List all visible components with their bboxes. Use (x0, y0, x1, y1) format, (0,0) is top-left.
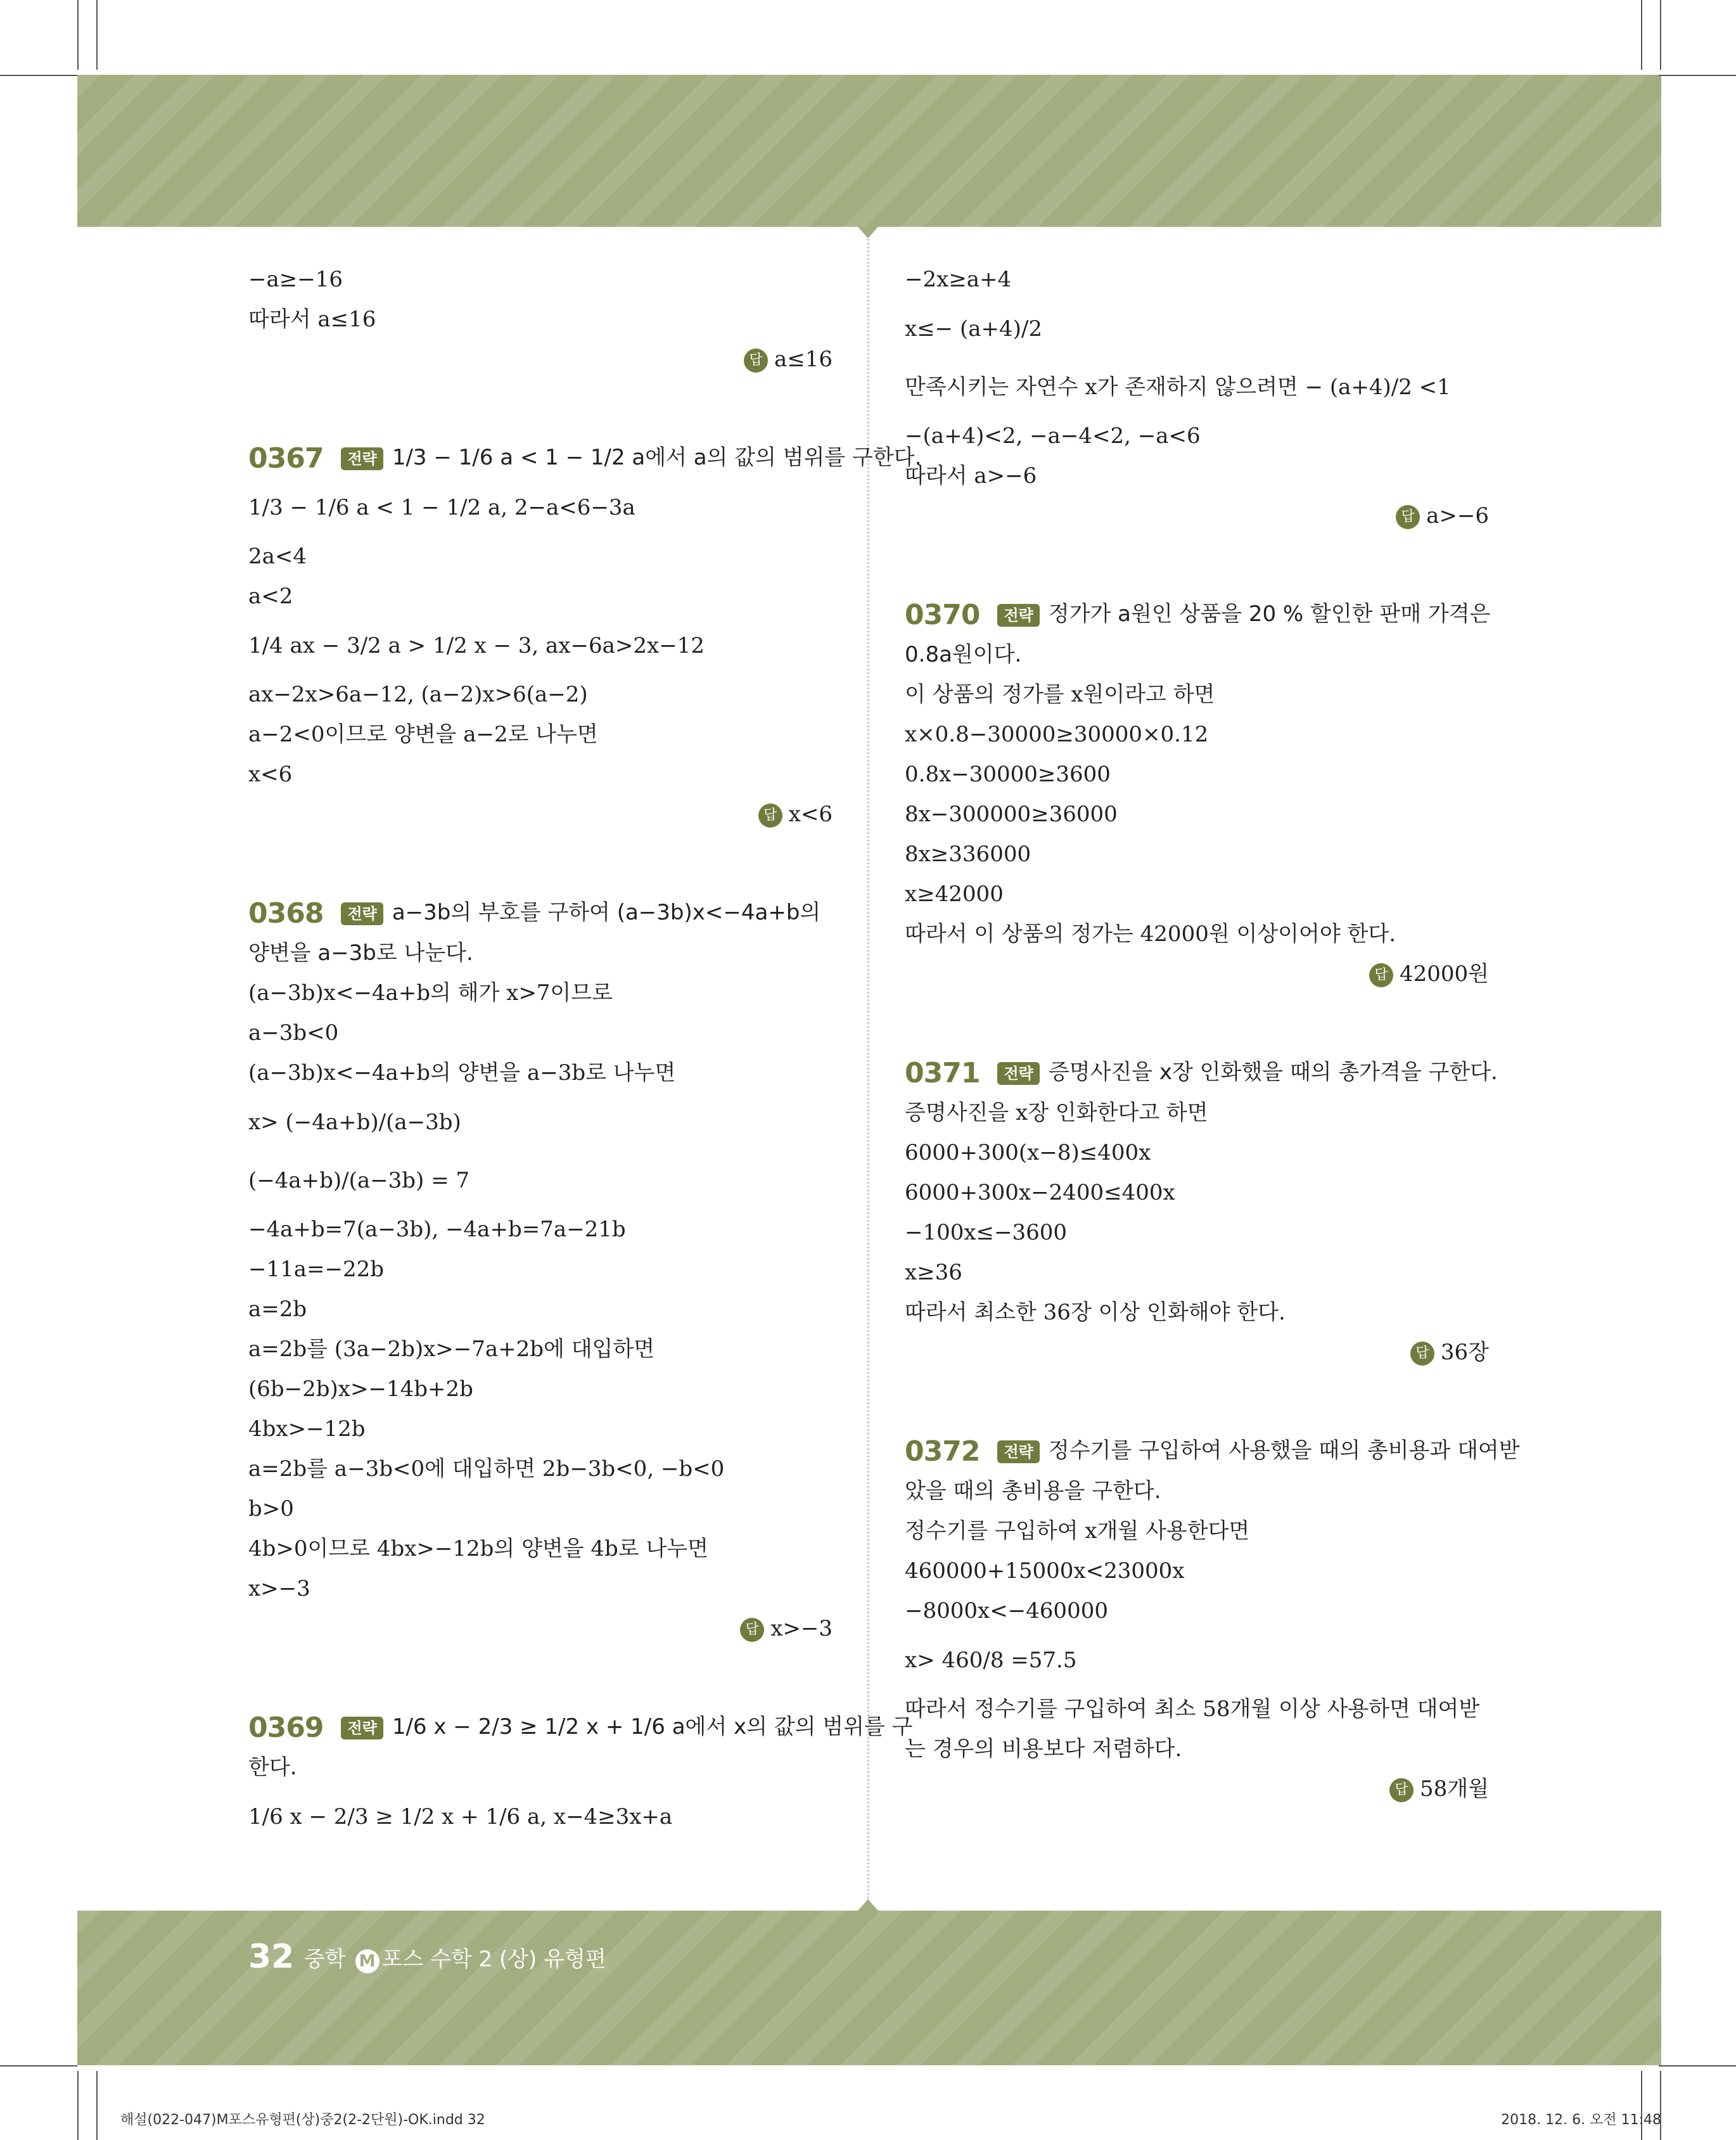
answer-line (905, 954, 1489, 994)
solution-line: 는 경우의 비용보다 저렴하다. (905, 1736, 1182, 1762)
strategy-text: 정가가 a원인 상품을 20 % 할인한 판매 가격은 (1048, 601, 1491, 627)
spacer (905, 994, 1489, 1046)
strategy-text: 1/3 − 1/6 a < 1 − 1/2 a에서 a의 값의 범위를 구한다. (392, 445, 922, 470)
problem-number: 0367 (248, 442, 324, 475)
answer-badge: 답 (758, 804, 782, 828)
solution-line: b>0 (248, 1496, 294, 1522)
strategy-tag: 전략 (997, 1440, 1039, 1463)
strategy-text: 정수기를 구입하여 사용했을 때의 총비용과 대여받 (1048, 1438, 1520, 1463)
solution-line: x> 460/8 =57.5 (905, 1648, 1077, 1673)
strategy-text: 증명사진을 x장 인화했을 때의 총가격을 구한다. (1048, 1060, 1498, 1085)
solution-line: −(a+4)<2, −a−4<2, −a<6 (905, 423, 1201, 449)
solution-line: 따라서 a>−6 (905, 463, 1037, 489)
solution-line: −100x≤−3600 (905, 1220, 1068, 1245)
solution-line: x≥36 (905, 1260, 962, 1285)
solution-line: a<2 (248, 584, 293, 609)
solution-line: 4b>0이므로 4bx>−12b의 양변을 4b로 나누면 (248, 1536, 709, 1561)
solution-line: x×0.8−30000≥30000×0.12 (905, 722, 1209, 747)
solution-line: 2a<4 (248, 544, 307, 569)
print-timestamp: 2018. 12. 6. 오전 11:48 (1501, 2112, 1661, 2128)
right-column (905, 260, 1520, 1809)
answer-line (905, 1333, 1489, 1373)
divider-notch-top (858, 227, 878, 238)
solution-line: 4bx>−12b (248, 1416, 366, 1442)
solution-line: 이 상품의 정가를 x원이라고 하면 (905, 682, 1215, 707)
solution-line: 만족시키는 자연수 x가 존재하지 않으려면 − (a+4)/2 <1 (905, 375, 1451, 400)
strategy-tag: 전략 (997, 604, 1039, 627)
solution-line: ax−2x>6a−12, (a−2)x>6(a−2) (248, 682, 588, 707)
solution-line: (a−3b)x<−4a+b의 해가 x>7이므로 (248, 980, 613, 1006)
spacer (248, 1649, 833, 1701)
problem-number: 0370 (905, 599, 980, 631)
book-title (304, 1942, 606, 1973)
problem-header-0371 (905, 1053, 1498, 1093)
header-band (77, 75, 1661, 227)
strategy-tag: 전략 (341, 1717, 383, 1740)
spacer (248, 835, 833, 887)
problem-header-0368 (248, 893, 833, 933)
crop-mark (77, 0, 79, 70)
crop-mark (96, 2071, 98, 2140)
book-title-suffix: 포스 수학 2 (상) 유형편 (381, 1947, 606, 1972)
footer-band (77, 1911, 1661, 2065)
solution-line: 정수기를 구입하여 x개월 사용한다면 (905, 1518, 1250, 1544)
solution-line: x≥42000 (905, 881, 1004, 907)
answer-line (248, 340, 833, 380)
solution-line: 따라서 a≤16 (248, 307, 376, 332)
solution-line: x> (−4a+b)/(a−3b) (248, 1110, 461, 1135)
solution-line: 6000+300x−2400≤400x (905, 1180, 1175, 1205)
divider-notch-bottom (858, 1899, 878, 1911)
answer-line (905, 1769, 1489, 1809)
strategy-text: a−3b의 부호를 구하여 (a−3b)x<−4a+b의 (392, 900, 821, 925)
problem-header-0369 (248, 1707, 913, 1748)
answer-text: x>−3 (770, 1616, 833, 1641)
strategy-tag: 전략 (341, 902, 383, 925)
solution-line: a−2<0이므로 양변을 a−2로 나누면 (248, 722, 598, 747)
solution-line: x<6 (248, 762, 293, 787)
crop-mark (1660, 2071, 1661, 2140)
answer-badge: 답 (1396, 505, 1420, 529)
answer-badge: 답 (740, 1618, 764, 1642)
crop-mark (1641, 0, 1642, 70)
solution-line: 0.8x−30000≥3600 (905, 762, 1111, 787)
solution-line: −11a=−22b (248, 1257, 385, 1282)
solution-line: x>−3 (248, 1576, 310, 1601)
crop-mark (0, 2065, 77, 2066)
answer-text: a≤16 (774, 347, 833, 372)
brand-m-icon: M (355, 1949, 380, 1973)
solution-line: a=2b를 a−3b<0에 대입하면 2b−3b<0, −b<0 (248, 1456, 725, 1482)
print-filename: 해설(022-047)M포스유형편(상)중2(2-2단원)-OK.indd 32 (120, 2112, 485, 2128)
spacer (905, 1373, 1489, 1425)
crop-mark (1641, 2071, 1642, 2140)
crop-mark (1659, 2065, 1736, 2066)
answer-badge: 답 (1369, 963, 1393, 987)
problem-number: 0368 (248, 897, 324, 930)
answer-text: x<6 (788, 802, 833, 827)
problem-header-0370 (905, 594, 1489, 635)
answer-text: 36장 (1440, 1340, 1489, 1365)
left-column (248, 260, 922, 1846)
solution-line: a=2b를 (3a−2b)x>−7a+2b에 대입하면 (248, 1336, 655, 1362)
problem-number: 0372 (905, 1435, 980, 1468)
solution-line: (−4a+b)/(a−3b) = 7 (248, 1168, 470, 1193)
solution-line: 460000+15000x<23000x (905, 1558, 1185, 1584)
problem-header-0372 (905, 1431, 1520, 1471)
solution-line: (6b−2b)x>−14b+2b (248, 1376, 473, 1402)
solution-line: 6000+300(x−8)≤400x (905, 1140, 1151, 1165)
solution-line: x≤− (a+4)/2 (905, 316, 1042, 342)
answer-text: a>−6 (1426, 503, 1489, 529)
solution-line: 1/3 − 1/6 a < 1 − 1/2 a, 2−a<6−3a (248, 495, 635, 520)
solution-line: (a−3b)x<−4a+b의 양변을 a−3b로 나누면 (248, 1060, 676, 1086)
solution-line: 8x−300000≥36000 (905, 802, 1118, 827)
page-number: 32 (248, 1938, 295, 1976)
crop-mark (96, 0, 98, 70)
answer-line (248, 795, 833, 835)
problem-number: 0369 (248, 1712, 324, 1744)
solution-line: 증명사진을 x장 인화한다고 하면 (905, 1100, 1208, 1125)
answer-text: 42000원 (1399, 961, 1489, 987)
answer-line (905, 496, 1489, 536)
solution-line: −4a+b=7(a−3b), −4a+b=7a−21b (248, 1217, 626, 1242)
solution-line: 1/6 x − 2/3 ≥ 1/2 x + 1/6 a, x−4≥3x+a (248, 1804, 673, 1829)
strategy-tag: 전략 (341, 447, 383, 470)
spacer (905, 536, 1489, 588)
column-divider (867, 227, 869, 1911)
book-title-prefix: 중학 (304, 1947, 346, 1972)
solution-line: a−3b<0 (248, 1020, 339, 1046)
crop-mark (0, 75, 77, 76)
crop-mark (77, 2071, 79, 2140)
solution-line: 1/4 ax − 3/2 a > 1/2 x − 3, ax−6a>2x−12 (248, 633, 705, 658)
solution-line: −8000x<−460000 (905, 1598, 1108, 1624)
spacer (248, 380, 833, 432)
solution-line: −2x≥a+4 (905, 267, 1012, 292)
solution-line: a=2b (248, 1297, 307, 1322)
solution-line: 따라서 최소한 36장 이상 인화해야 한다. (905, 1300, 1286, 1325)
solution-line: 따라서 이 상품의 정가는 42000원 이상이어야 한다. (905, 921, 1396, 947)
answer-badge: 답 (1389, 1778, 1414, 1802)
strategy-text-cont: 0.8a원이다. (905, 642, 1022, 667)
strategy-text-cont: 양변을 a−3b로 나눈다. (248, 940, 473, 966)
answer-text: 58개월 (1420, 1776, 1489, 1802)
solution-line: 8x≥336000 (905, 842, 1031, 867)
solution-line: −a≥−16 (248, 267, 343, 292)
strategy-tag: 전략 (997, 1062, 1039, 1085)
strategy-text-cont: 한다. (248, 1755, 297, 1780)
strategy-text-cont: 았을 때의 총비용을 구한다. (905, 1478, 1161, 1504)
strategy-text: 1/6 x − 2/3 ≥ 1/2 x + 1/6 a에서 x의 값의 범위를 구 (392, 1714, 913, 1740)
crop-mark (1659, 75, 1736, 76)
problem-number: 0371 (905, 1057, 980, 1089)
problem-header-0367 (248, 438, 922, 478)
answer-badge: 답 (1410, 1342, 1434, 1366)
answer-line (248, 1609, 833, 1649)
answer-badge: 답 (744, 349, 768, 373)
solution-line: 따라서 정수기를 구입하여 최소 58개월 이상 사용하면 대여받 (905, 1696, 1480, 1722)
crop-mark (1660, 0, 1661, 70)
